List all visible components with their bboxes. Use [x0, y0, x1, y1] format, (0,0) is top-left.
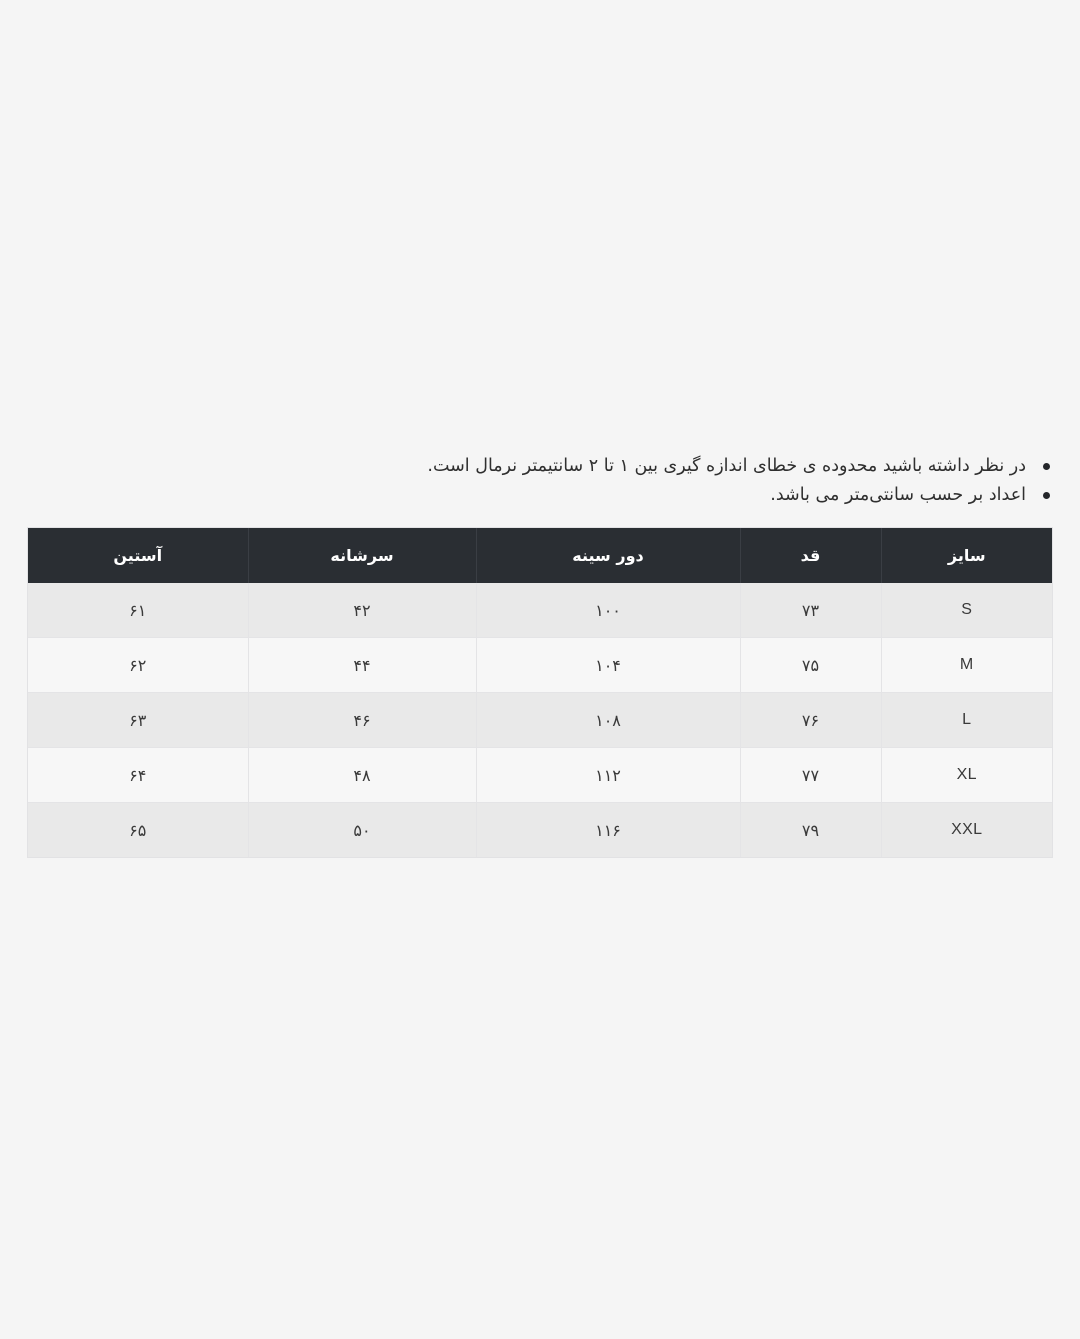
note-item — [28, 452, 1052, 481]
cell-sleeve: ۶۴ — [28, 748, 248, 803]
cell-shoulder: ۴۲ — [248, 583, 476, 638]
table-row — [28, 803, 1052, 858]
cell-shoulder: ۴۸ — [248, 748, 476, 803]
cell-size: S — [881, 583, 1052, 638]
size-table-container — [28, 528, 1052, 857]
cell-sleeve: ۶۲ — [28, 638, 248, 693]
cell-size: XXL — [881, 803, 1052, 858]
table-header — [28, 528, 1052, 583]
table-row — [28, 583, 1052, 638]
bullet-icon — [1043, 492, 1050, 499]
note-item — [28, 481, 1052, 510]
cell-length: ۷۹ — [740, 803, 881, 858]
table-row — [28, 693, 1052, 748]
column-header-length: قد — [740, 528, 881, 583]
column-header-shoulder: سرشانه — [248, 528, 476, 583]
cell-length: ۷۶ — [740, 693, 881, 748]
table-row — [28, 748, 1052, 803]
measurement-notes-list — [28, 452, 1052, 510]
cell-sleeve: ۶۵ — [28, 803, 248, 858]
cell-sleeve: ۶۱ — [28, 583, 248, 638]
table-body — [28, 583, 1052, 857]
cell-length: ۷۵ — [740, 638, 881, 693]
cell-shoulder: ۴۴ — [248, 638, 476, 693]
cell-shoulder: ۴۶ — [248, 693, 476, 748]
cell-size: XL — [881, 748, 1052, 803]
cell-length: ۷۷ — [740, 748, 881, 803]
column-header-chest: دور سینه — [476, 528, 740, 583]
table-header-row — [28, 528, 1052, 583]
column-header-size: سایز — [881, 528, 1052, 583]
note-text: اعداد بر حسب سانتی‌متر می باشد. — [770, 485, 1026, 505]
cell-length: ۷۳ — [740, 583, 881, 638]
cell-chest: ۱۱۶ — [476, 803, 740, 858]
cell-chest: ۱۱۲ — [476, 748, 740, 803]
table-row — [28, 638, 1052, 693]
cell-size: L — [881, 693, 1052, 748]
size-chart-table — [28, 528, 1052, 857]
cell-size: M — [881, 638, 1052, 693]
note-text: در نظر داشته باشید محدوده ی خطای اندازه گیری بین ۱ تا ۲ سانتیمتر نرمال است. — [427, 456, 1026, 476]
cell-chest: ۱۰۴ — [476, 638, 740, 693]
cell-chest: ۱۰۸ — [476, 693, 740, 748]
cell-chest: ۱۰۰ — [476, 583, 740, 638]
cell-shoulder: ۵۰ — [248, 803, 476, 858]
bullet-icon — [1043, 463, 1050, 470]
column-header-sleeve: آستین — [28, 528, 248, 583]
cell-sleeve: ۶۳ — [28, 693, 248, 748]
